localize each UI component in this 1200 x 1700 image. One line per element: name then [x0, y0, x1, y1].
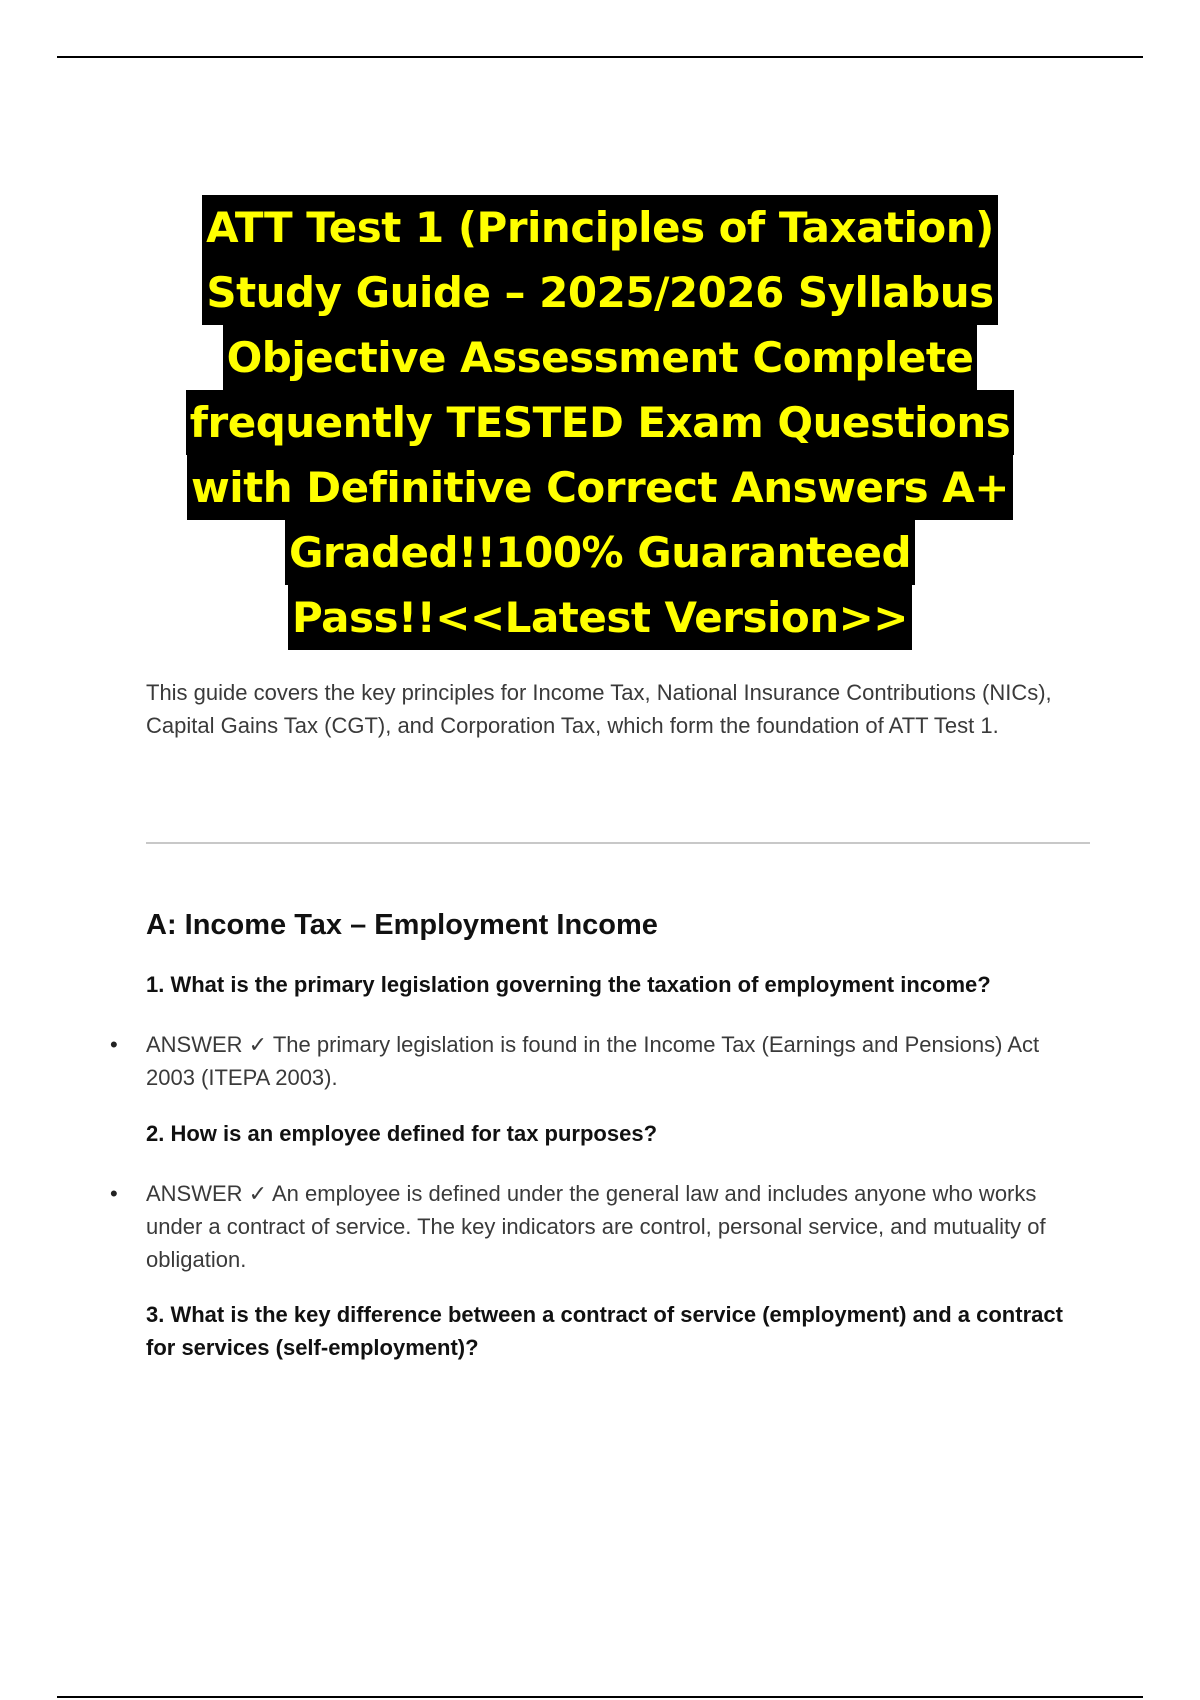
title-line: Graded!!100% Guaranteed [285, 520, 915, 585]
title-line: frequently TESTED Exam Questions [186, 390, 1015, 455]
document-title [150, 195, 1050, 650]
title-line: Pass!!<<Latest Version>> [288, 585, 912, 650]
answer-text: ANSWER ✓ An employee is defined under the general law and includes anyone who works under a contract of service. The key indicators are control, personal service, and mutuality of obligation. [146, 1181, 1046, 1272]
title-line: ATT Test 1 (Principles of Taxation) [202, 195, 998, 260]
question-1: 1. What is the primary legislation governing the taxation of employment income? [146, 972, 991, 997]
bottom-rule [57, 1696, 1143, 1698]
bullet-icon: • [110, 1032, 118, 1057]
answer-text: ANSWER ✓ The primary legislation is found in the Income Tax (Earnings and Pensions) Act 2003 (ITEPA 2003). [146, 1032, 1040, 1090]
top-rule [57, 56, 1143, 58]
section-divider [146, 842, 1090, 844]
title-line: Objective Assessment Complete [223, 325, 978, 390]
section-heading: A: Income Tax – Employment Income [146, 909, 658, 941]
title-line: with Definitive Correct Answers A+ [187, 455, 1013, 520]
question-3: 3. What is the key difference between a contract of service (employment) and a contract for services (self-employment)? [146, 1302, 1063, 1360]
answer-2 [110, 1177, 1086, 1276]
answer-1 [110, 1028, 1086, 1094]
bullet-icon: • [110, 1181, 118, 1206]
intro-paragraph: This guide covers the key principles for Income Tax, National Insurance Contributions (NICs), Capital Gains Tax (CGT), and Corporation Tax, which form the foundation of ATT Test 1. [146, 680, 1052, 738]
question-2: 2. How is an employee defined for tax purposes? [146, 1121, 658, 1146]
title-line: Study Guide – 2025/2026 Syllabus [202, 260, 997, 325]
